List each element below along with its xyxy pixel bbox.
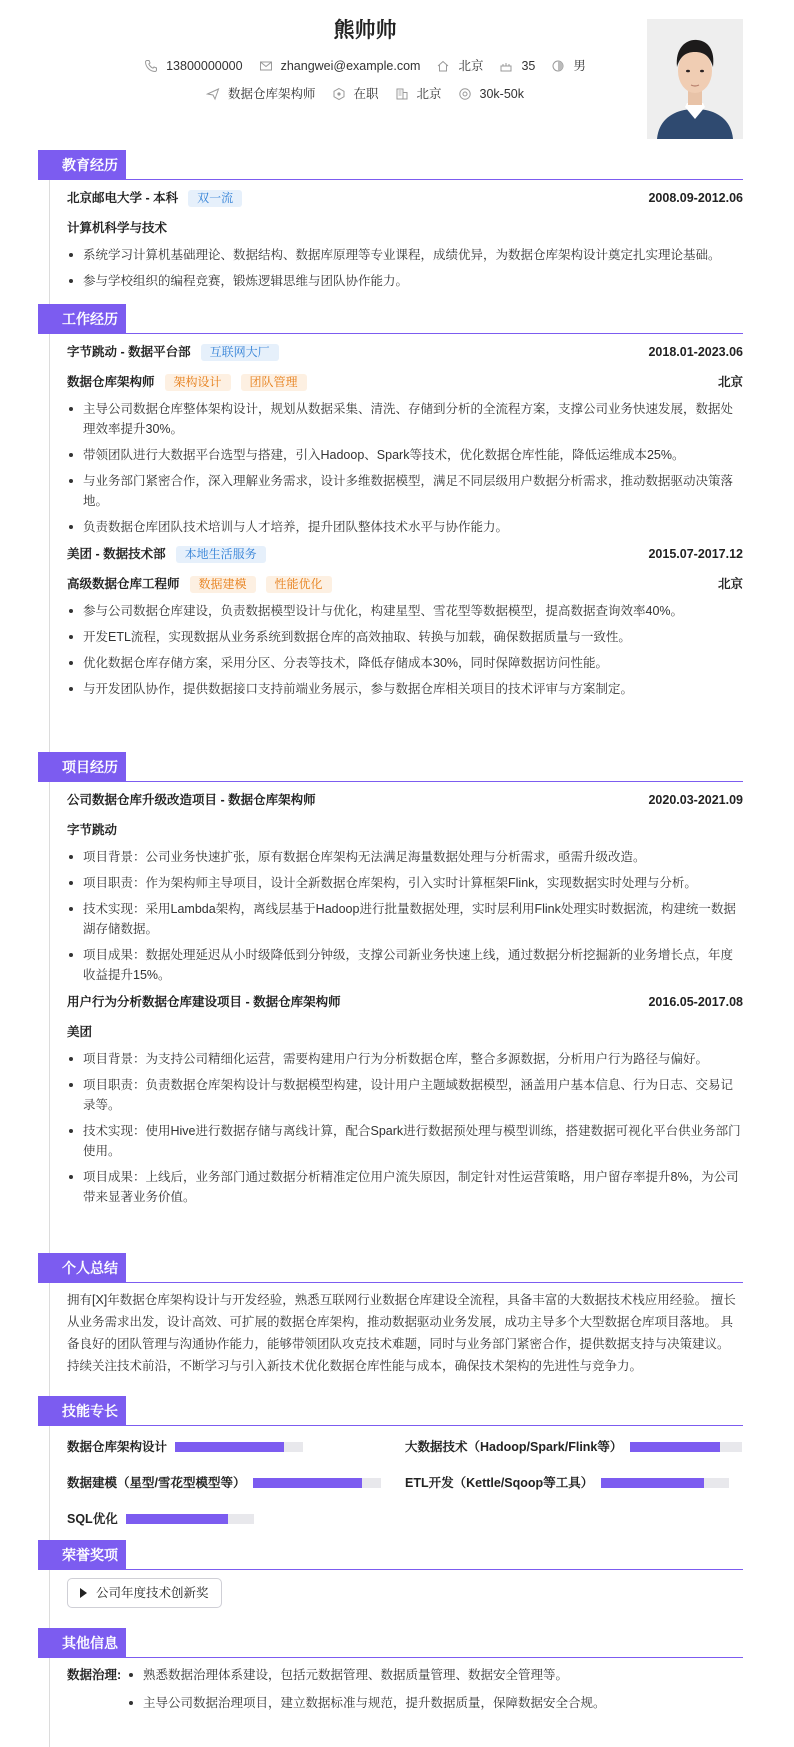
summary-section [38,1253,743,1377]
company-name: 美团 - 数据技术部 [67,547,166,561]
list-item: 优化数据仓库存储方案，采用分区、分表等技术，降低存储成本30%，同时保障数据访问性能。 [67,653,743,673]
resume-header [0,0,794,160]
project-name: 用户行为分析数据仓库建设项目 - 数据仓库架构师 [67,995,341,1009]
gender: 男 [573,59,586,73]
project-name: 公司数据仓库升级改造项目 - 数据仓库架构师 [67,793,316,807]
skill-item [67,1468,405,1498]
home-icon [436,59,450,73]
section-title: 荣誉奖项 [38,1540,126,1570]
skill-bar [175,1442,303,1452]
job-intent-row [0,84,730,104]
skill-name: SQL优化 [67,1512,118,1526]
job-title: 数据仓库架构师 [67,375,155,389]
target-city-info [395,84,442,104]
skill-bar [126,1514,254,1524]
section-divider [126,1657,743,1658]
city-info [436,56,483,76]
status-icon [332,87,346,101]
list-item: 参与学校组织的编程竞赛，锻炼逻辑思维与团队协作能力。 [67,271,743,291]
skill-item [67,1432,405,1462]
list-item: 项目背景：公司业务快速扩张，原有数据仓库架构无法满足海量数据处理与分析需求，亟需升级改造。 [67,847,743,867]
project-date: 2016.05-2017.08 [648,995,743,1009]
section-header [38,150,743,180]
play-icon [80,1588,87,1598]
section-title: 工作经历 [38,304,126,334]
coin-icon [458,87,472,101]
work-date: 2018.01-2023.06 [648,345,743,359]
work-city: 北京 [717,375,743,389]
list-item: 与业务部门紧密合作，深入理解业务需求，设计多维数据模型，满足不同层级用户数据分析需求，推动数据驱动决策落地。 [67,471,743,511]
company-tag: 互联网大厂 [201,344,279,361]
section-header [38,752,743,782]
skill-item [405,1432,743,1462]
list-item: 项目职责：负责数据仓库架构设计与数据模型构建，设计用户主题域数据模型，涵盖用户基本信息、行为日志、交易记录等。 [67,1075,743,1115]
list-item: 开发ETL流程，实现数据从业务系统到数据仓库的高效抽取、转换与加载，确保数据质量与一致性。 [67,627,743,647]
email-address: zhangwei@example.com [280,59,421,73]
summary-text: 拥有[X]年数据仓库架构设计与开发经验，熟悉互联网行业数据仓库建设全流程，具备丰富的大数据技术栈应用经验。 擅长从业务需求出发，设计高效、可扩展的数据仓库架构，推动数据驱动业务发展，成功主导多个大型数据仓库项目落地。 具备良好的团队管理与沟通协作能力，能够带领团队攻克技术难题，同时与业务部门紧密合作，提供数据支持与决策建议。 持续关注技术前沿，不断学习与引入新技术优化数据仓库性能与成本，确保技术架构的先进性与竞争力。 [67,1293,736,1373]
company-name: 字节跳动 - 数据平台部 [67,345,191,359]
skill-bar-fill [175,1442,284,1452]
list-item: 技术实现：采用Lambda架构，离线层基于Hadoop进行批量数据处理，实时层利用Flink处理实时数据流，构建统一数据湖存储数据。 [67,899,743,939]
section-header [38,1253,743,1283]
skill-name: 数据仓库架构设计 [67,1440,168,1454]
section-divider [126,781,743,782]
section-header [38,304,743,334]
target-position: 数据仓库架构师 [227,87,316,101]
project-company: 字节跳动 [67,823,118,837]
target-city: 北京 [416,87,442,101]
skill-item [405,1468,743,1498]
city: 北京 [458,59,484,73]
project-date: 2020.03-2021.09 [648,793,743,807]
section-divider [126,179,743,180]
skill-tag: 数据建模 [190,576,256,593]
school-name: 北京邮电大学 - 本科 [67,191,179,205]
company-tag: 本地生活服务 [176,546,266,563]
building-icon [395,87,409,101]
list-item: 参与公司数据仓库建设，负责数据模型设计与优化，构建星型、雪花型等数据模型，提高数据查询效率40%。 [67,601,743,621]
expected-salary: 30k-50k [479,87,525,101]
skill-item [67,1504,405,1534]
section-title: 技能专长 [38,1396,126,1426]
awards-section [38,1540,743,1608]
skill-bar-fill [601,1478,703,1488]
award-name: 公司年度技术创新奖 [96,1586,209,1600]
gender-info [551,56,586,76]
section-header [38,1540,743,1570]
phone-number: 13800000000 [166,59,243,73]
project-company: 美团 [67,1025,93,1039]
section-header [38,1396,743,1426]
other-label: 数据治理: [67,1668,122,1682]
skill-tag: 团队管理 [241,374,307,391]
mail-icon [259,59,273,73]
work-section [38,304,743,705]
candidate-name: 熊帅帅 [333,19,397,42]
list-item: 主导公司数据仓库整体架构设计，规划从数据采集、清洗、存储到分析的全流程方案，支撑公司业务快速发展，数据处理效率提升30%。 [67,399,743,439]
list-item: 系统学习计算机基础理论、数据结构、数据库原理等专业课程，成绩优异，为数据仓库架构设计奠定扎实理论基础。 [67,245,743,265]
list-item: 项目成果：上线后，业务部门通过数据分析精准定位用户流失原因，制定针对性运营策略，用户留存率提升8%，为公司带来显著业务价值。 [67,1167,743,1207]
list-item: 项目背景：为支持公司精细化运营，需要构建用户行为分析数据仓库，整合多源数据，分析用户行为路径与偏好。 [67,1049,743,1069]
cake-icon [499,59,513,73]
phone-icon [144,59,158,73]
work-date: 2015.07-2017.12 [648,547,743,561]
other-section [38,1628,743,1721]
skill-bar [601,1478,729,1488]
skill-name: 数据建模（星型/雪花型模型等） [67,1476,246,1490]
contact-row [0,56,730,76]
gender-icon [551,59,565,73]
list-item: 与开发团队协作，提供数据接口支持前端业务展示，参与数据仓库相关项目的技术评审与方案制定。 [67,679,743,699]
school-tag: 双一流 [188,190,242,207]
section-title: 个人总结 [38,1253,126,1283]
education-section [38,150,743,297]
other-info-row [67,1665,743,1721]
list-item: 项目成果：数据处理延迟从小时级降低到分钟级，支撑公司新业务快速上线，通过数据分析挖掘新的业务增长点，年度收益提升15%。 [67,945,743,985]
list-item: 技术实现：使用Hive进行数据存储与离线计算，配合Spark进行数据预处理与模型训练，搭建数据可视化平台供业务部门使用。 [67,1121,743,1161]
skill-bar [630,1442,742,1452]
age: 35 [521,59,536,73]
job-title: 高级数据仓库工程师 [67,577,180,591]
email-info [259,56,421,76]
send-icon [206,87,220,101]
section-divider [126,1282,743,1283]
skill-tag: 架构设计 [165,374,231,391]
skill-tag: 性能优化 [266,576,332,593]
profile-photo [647,19,743,139]
section-divider [126,333,743,334]
salary-info [458,84,524,104]
work-city: 北京 [717,577,743,591]
status-info [332,84,379,104]
section-divider [126,1425,743,1426]
section-title: 教育经历 [38,150,126,180]
skills-grid [67,1432,743,1534]
section-title: 其他信息 [38,1628,126,1658]
section-header [38,1628,743,1658]
list-item: 项目职责：作为架构师主导项目，设计全新数据仓库架构，引入实时计算框架Flink，实现数据实时处理与分析。 [67,873,743,893]
list-item: 熟悉数据治理体系建设，包括元数据管理、数据质量管理、数据安全管理等。 [127,1665,606,1685]
skill-bar-fill [126,1514,228,1524]
skill-name: 大数据技术（Hadoop/Spark/Flink等） [405,1440,623,1454]
major: 计算机科学与技术 [67,221,168,235]
skill-bar [253,1478,381,1488]
job-status: 在职 [353,87,379,101]
section-title: 项目经历 [38,752,126,782]
skill-bar-fill [253,1478,362,1488]
phone-info [144,56,242,76]
position-info [206,84,316,104]
award-item[interactable] [67,1578,222,1608]
skill-bar-fill [630,1442,720,1452]
list-item: 带领团队进行大数据平台选型与搭建，引入Hadoop、Spark等技术，优化数据仓库性能，降低运维成本25%。 [67,445,743,465]
education-date: 2008.09-2012.06 [648,191,743,205]
project-section [38,752,743,1213]
age-info [499,56,535,76]
skills-section [38,1396,743,1534]
list-item: 主导公司数据治理项目，建立数据标准与规范，提升数据质量，保障数据安全合规。 [127,1693,606,1713]
list-item: 负责数据仓库团队技术培训与人才培养，提升团队整体技术水平与协作能力。 [67,517,743,537]
section-divider [126,1569,743,1570]
skill-name: ETL开发（Kettle/Sqoop等工具） [405,1476,594,1490]
